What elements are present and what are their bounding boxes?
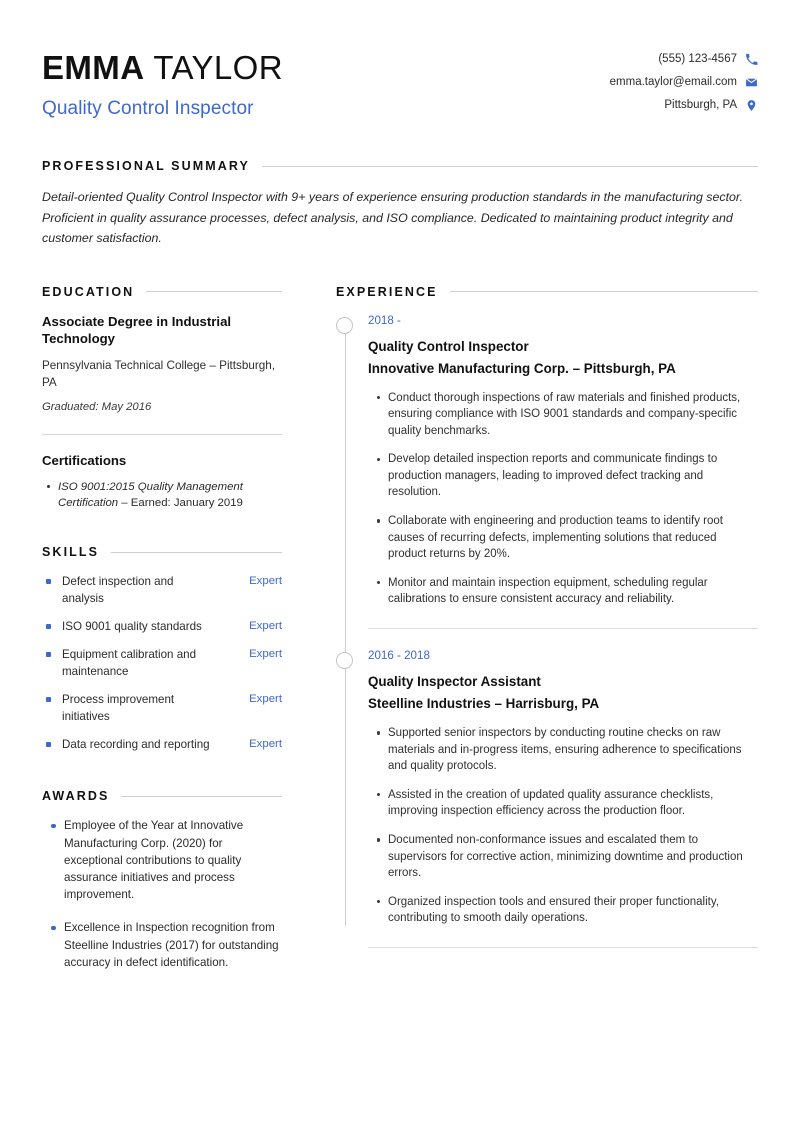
full-name [42, 48, 283, 88]
heading-rule [111, 552, 282, 553]
list-item: Monitor and maintain inspection equipment, scheduling regular calibrations to ensure consistent accuracy and reliability. [388, 575, 758, 608]
awards-section-heading [42, 789, 282, 803]
skill-level: Expert [249, 693, 282, 706]
experience-timeline [336, 313, 758, 948]
body-columns [42, 285, 758, 971]
skill-name: Process improvement initiatives [42, 691, 210, 725]
skill-item [42, 691, 282, 725]
skill-level: Expert [249, 620, 282, 633]
job-date-range: 2016 - 2018 [368, 649, 430, 663]
job-duties-list [368, 390, 758, 609]
location-text: Pittsburgh, PA [664, 99, 737, 111]
skill-name: Equipment calibration and maintenance [42, 646, 210, 680]
education-degree: Associate Degree in Industrial Technology [42, 313, 232, 346]
job-duties-list [368, 725, 758, 927]
contact-location-row[interactable] [610, 98, 758, 112]
headline-job-title: Quality Control Inspector [42, 98, 254, 119]
name-block [42, 46, 283, 121]
education-heading-text: EDUCATION [42, 284, 135, 299]
contact-block [610, 46, 758, 121]
heading-rule [121, 796, 282, 797]
list-item: Excellence in Inspection recognition from Steelline Industries (2017) for outstanding accuracy in defect identification. [64, 919, 282, 971]
contact-email-row[interactable] [610, 75, 758, 89]
experience-end-divider [368, 947, 758, 948]
heading-rule [450, 291, 758, 292]
skill-item [42, 618, 282, 635]
skill-item [42, 573, 282, 607]
professional-summary-section [42, 159, 758, 249]
certifications-heading: Certifications [42, 452, 127, 468]
education-divider [42, 434, 282, 435]
list-item: Assisted in the creation of updated quality assurance checklists, improving inspection efficiency across the production floor. [388, 787, 758, 820]
list-item: Collaborate with engineering and production teams to identify root causes of recurring defects, implementing solutions that reduced product returns by 20%. [388, 513, 758, 563]
education-section [42, 285, 282, 415]
list-item: Conduct thorough inspections of raw materials and finished products, ensuring compliance with ISO 9001 standards and company-specific quality benchmarks. [388, 390, 758, 440]
last-name: TAYLOR [153, 49, 283, 86]
email-address: emma.taylor@email.com [609, 76, 737, 88]
education-graduation-date: Graduated: May 2016 [42, 400, 152, 413]
contact-phone-row[interactable] [610, 52, 758, 66]
awards-section [42, 789, 282, 971]
skill-level: Expert [249, 738, 282, 751]
skill-level: Expert [249, 575, 282, 588]
certifications-section [42, 452, 282, 512]
summary-paragraph: Detail-oriented Quality Control Inspector with 9+ years of experience ensuring production standards in the manufacturing sector. Proficient in quality assurance processes, defect analysis, and ISO compliance. Dedicated to maintaining product integrity and customer satisfaction. [42, 190, 744, 245]
timeline-spine [345, 329, 346, 926]
education-section-heading [42, 285, 282, 299]
job-company: Innovative Manufacturing Corp. – Pittsburgh, PA [368, 360, 676, 376]
map-pin-icon [745, 99, 758, 112]
job-date-range: 2018 - [368, 313, 401, 327]
skill-level: Expert [249, 648, 282, 661]
heading-rule [262, 166, 758, 167]
timeline-dot-icon [336, 652, 353, 669]
list-item: Documented non-conformance issues and escalated them to supervisors for corrective action, minimizing downtime and production errors. [388, 832, 758, 882]
envelope-icon [745, 76, 758, 89]
phone-number: (555) 123-4567 [658, 53, 737, 65]
skill-name: ISO 9001 quality standards [42, 618, 202, 635]
heading-rule [146, 291, 282, 292]
skill-item [42, 736, 282, 753]
first-name: EMMA [42, 49, 145, 86]
summary-section-heading [42, 159, 758, 173]
timeline-dot-icon [336, 317, 353, 334]
job-company: Steelline Industries – Harrisburg, PA [368, 696, 600, 712]
skill-name: Defect inspection and analysis [42, 573, 210, 607]
list-item [58, 479, 282, 512]
list-item: Organized inspection tools and ensured their proper functionality, contributing to smooth daily operations. [388, 894, 758, 927]
left-column [42, 285, 282, 971]
experience-section-heading [336, 285, 758, 299]
skills-heading-text: SKILLS [42, 545, 100, 560]
right-column [336, 285, 758, 948]
awards-heading-text: AWARDS [42, 789, 110, 804]
awards-list [42, 817, 282, 971]
certifications-list [42, 479, 282, 512]
experience-entry-divider [368, 628, 758, 629]
list-item: Develop detailed inspection reports and communicate findings to production managers, leading to improved defect tracking and resolution. [388, 451, 758, 501]
education-school: Pennsylvania Technical College – Pittsburgh, PA [42, 358, 276, 389]
experience-heading-text: EXPERIENCE [336, 284, 438, 299]
skill-item [42, 646, 282, 680]
experience-entry [368, 648, 758, 927]
skills-section [42, 545, 282, 753]
certification-detail: – Earned: January 2019 [118, 496, 243, 509]
list-item: Supported senior inspectors by conducting routine checks on raw materials and in-progress items, ensuring adherence to specifications and quality protocols. [388, 725, 758, 775]
resume-header [42, 38, 758, 121]
job-role: Quality Control Inspector [368, 338, 529, 354]
certification-name: ISO 9001:2015 Quality Management Certification [58, 480, 243, 509]
summary-heading-text: PROFESSIONAL SUMMARY [42, 159, 250, 173]
phone-icon [745, 53, 758, 66]
skills-section-heading [42, 545, 282, 559]
list-item: Employee of the Year at Innovative Manufacturing Corp. (2020) for exceptional contributions to quality assurance initiatives and process improvement. [64, 817, 282, 903]
job-role: Quality Inspector Assistant [368, 674, 541, 690]
experience-entry [368, 313, 758, 609]
skill-name: Data recording and reporting [42, 736, 210, 753]
